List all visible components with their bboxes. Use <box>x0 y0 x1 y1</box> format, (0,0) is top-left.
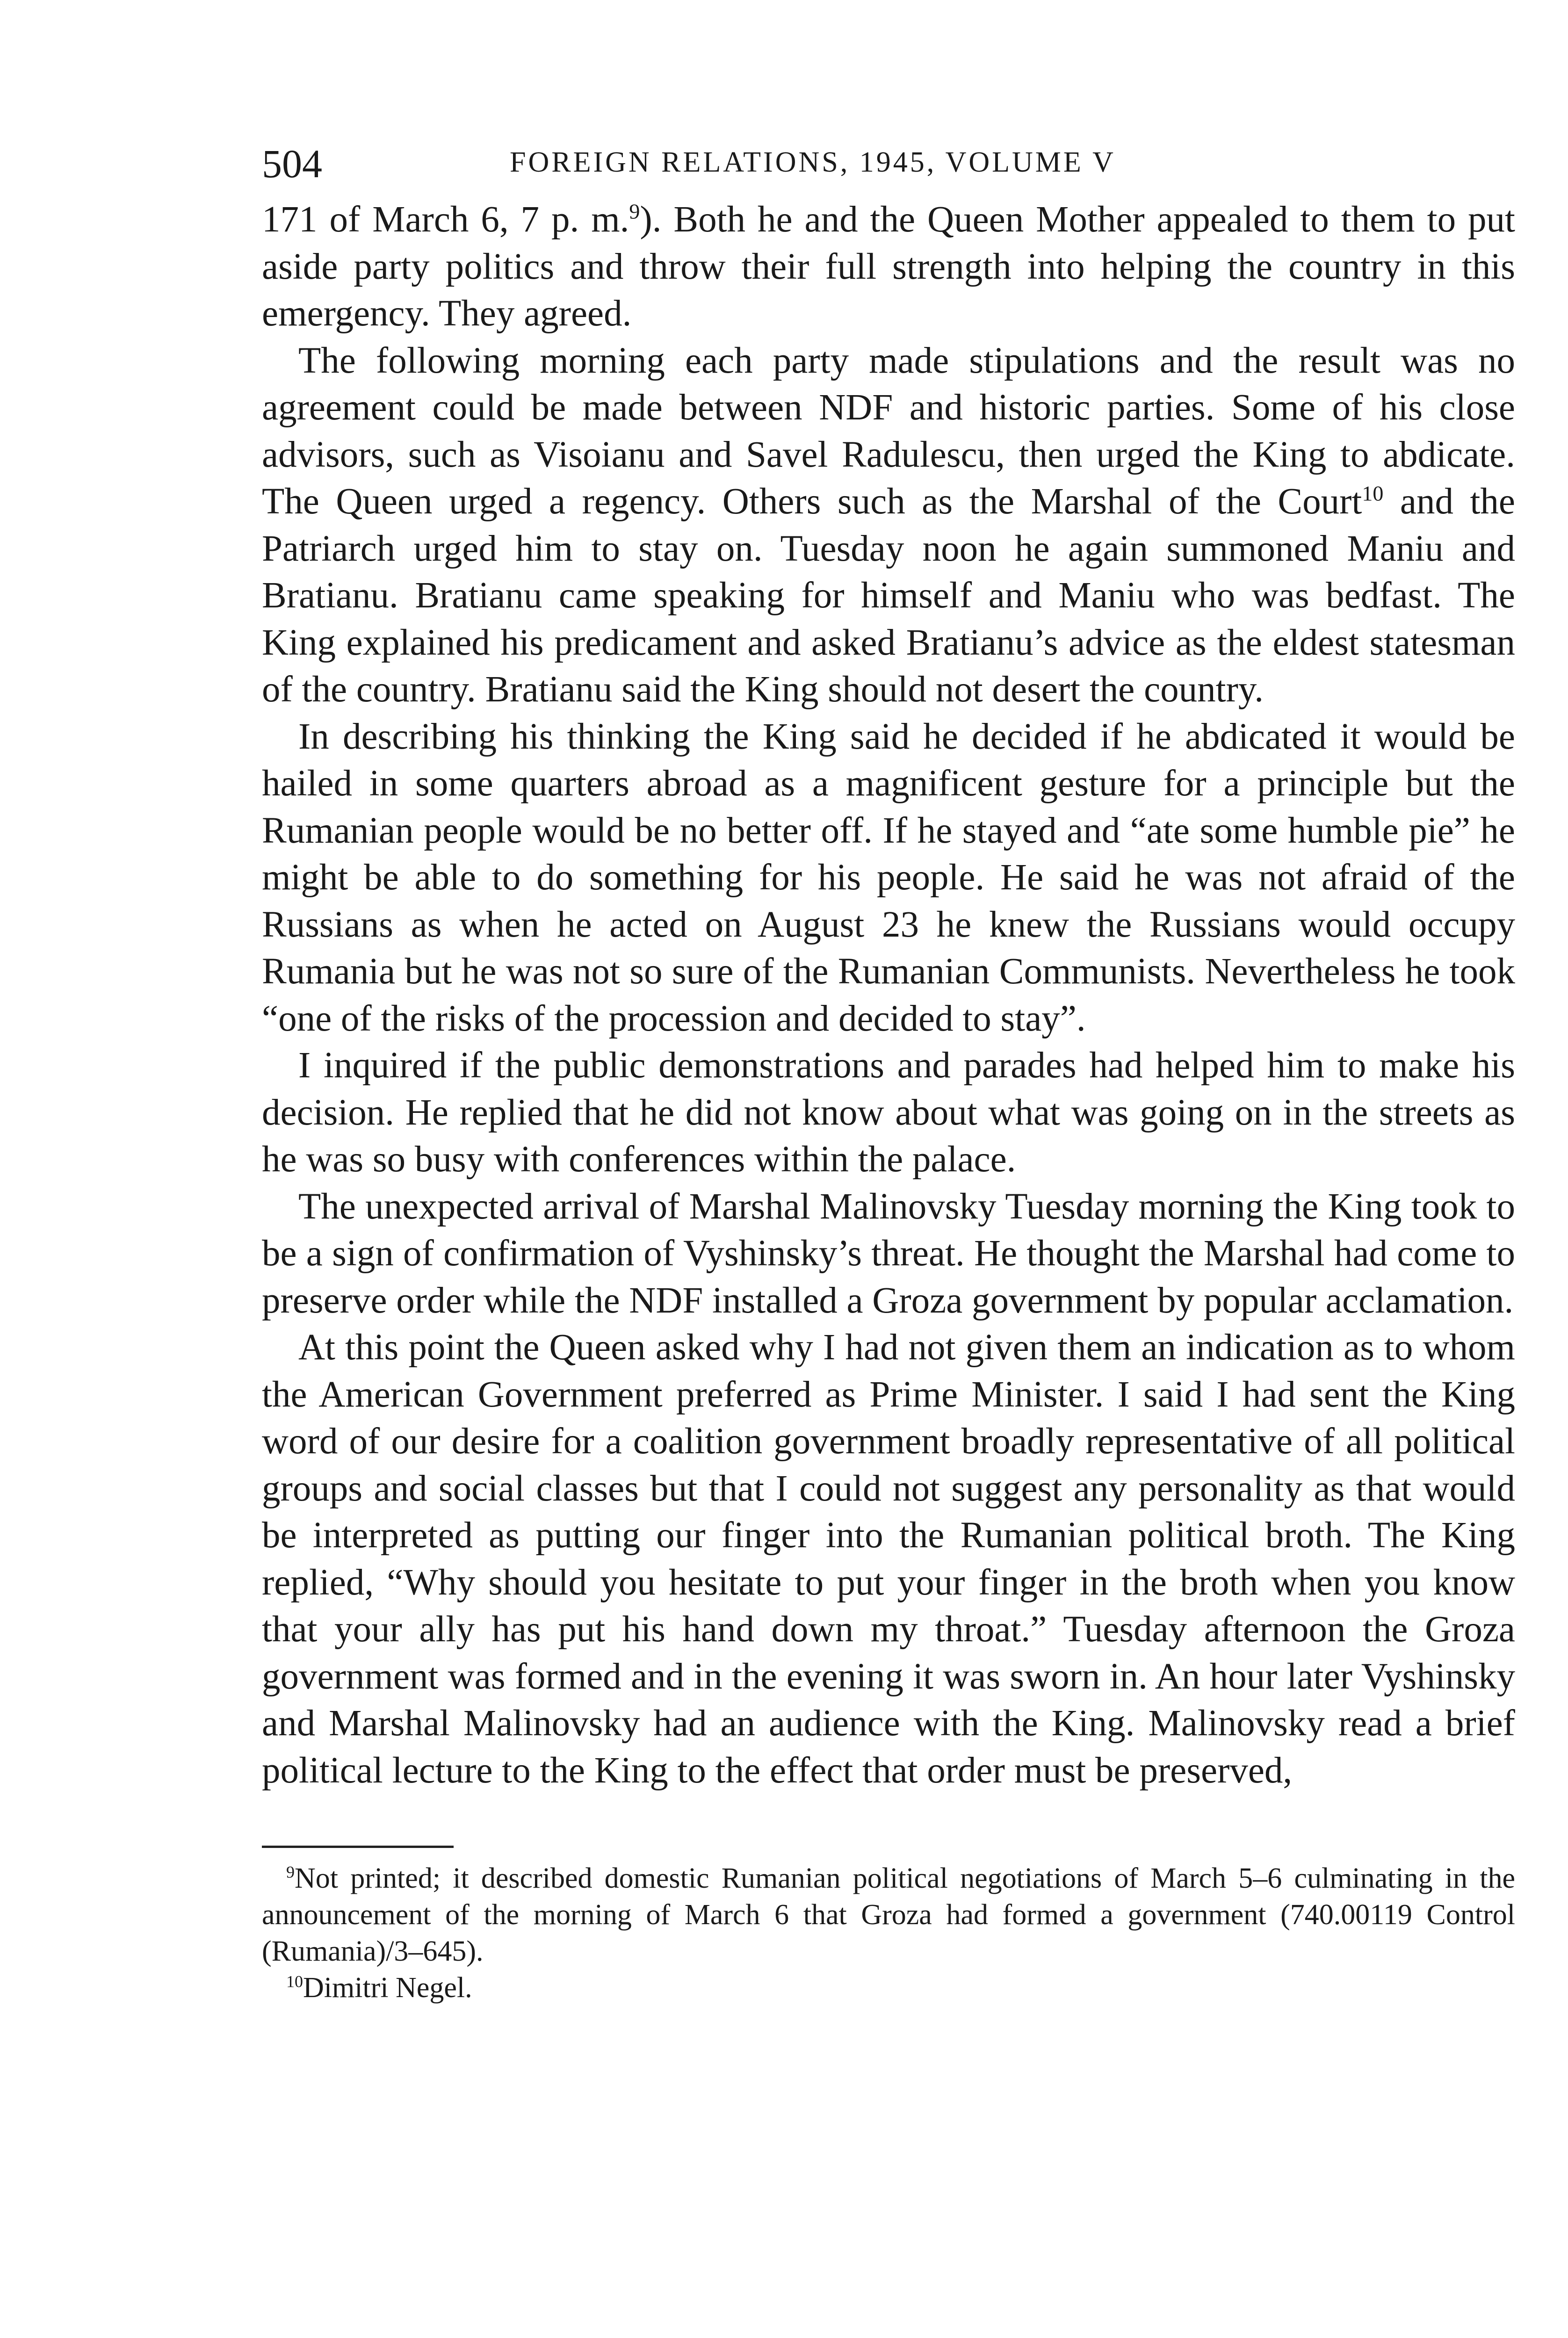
footnote-mark: 9 <box>286 1862 295 1882</box>
running-title: FOREIGN RELATIONS, 1945, VOLUME V <box>510 146 1116 178</box>
footnote-9 <box>262 1860 1515 1970</box>
footnote-ref-9: 9 <box>629 199 640 224</box>
footnote-10 <box>262 1970 1515 2006</box>
document-page <box>262 140 1515 2006</box>
footnote-text: Not printed; it described domestic Rumanian political negotiations of March 5–6 culminating in the announcement of the morning of March 6 that Groza had formed a government (740.00119 Control (Rumania)/3–645). <box>262 1862 1515 1967</box>
body-text <box>262 196 1515 1794</box>
paragraph-2 <box>262 338 1515 714</box>
footnote-text: Dimitri Negel. <box>303 1972 472 2004</box>
paragraph-text: and the Patriarch urged him to stay on. Tuesday noon he again summoned Maniu and Bratianu. Bratianu came speaking for himself and Maniu who was bedfast. The King explained his predicament and asked Bratianu’s advice as the eldest statesman of the country. Bratianu said the King should not desert the country. <box>262 481 1515 710</box>
footnote-divider <box>262 1846 454 1848</box>
paragraph-3: In describing his thinking the King said he decided if he abdicated it would be hailed in some quarters abroad as a magnificent gesture for a principle but the Rumanian people would be no better off. If he stayed and “ate some humble pie” he might be able to do something for his people. He said he was not afraid of the Russians as when he acted on August 23 he knew the Russians would occupy Rumania but he was not so sure of the Rumanian Communists. Nevertheless he took “one of the risks of the procession and decided to stay”. <box>262 716 1515 1039</box>
paragraph-1 <box>262 196 1515 338</box>
page-number: 504 <box>262 141 322 186</box>
paragraph-6: At this point the Queen asked why I had not given them an indication as to whom the American Government preferred as Prime Minister. I said I had sent the King word of our desire for a coalition government broadly representative of all political groups and social classes but that I could not suggest any personality as that would be interpreted as putting our finger into the Rumanian political broth. The King replied, “Why should you hesitate to put your finger in the broth when you know that your ally has put his hand down my throat.” Tuesday afternoon the Groza government was formed and in the evening it was sworn in. An hour later Vyshinsky and Marshal Malinovsky had an audience with the King. Malinovsky read a brief political lecture to the King to the effect that order must be preserved, <box>262 1327 1515 1791</box>
paragraph-text: The following morning each party made stipulations and the result was no agreement could be made between NDF and historic parties. Some of his close advisors, such as Visoianu and Savel Radulescu, then urged the King to abdicate. The Queen urged a regency. Others such as the Marshal of the Court <box>262 340 1515 522</box>
paragraph-4: I inquired if the public demonstrations and parades had helped him to make his decision. He replied that he did not know about what was going on in the streets as he was so busy with conferences within the palace. <box>262 1045 1515 1180</box>
footnote-mark: 10 <box>286 1972 303 1991</box>
paragraph-text: ). Both he and the Queen Mother appealed to them to put aside party politics and throw their full strength into helping the country in this emergency. They agreed. <box>262 199 1515 334</box>
footnotes <box>262 1860 1515 2006</box>
footnote-ref-10: 10 <box>1362 481 1384 505</box>
paragraph-text: 171 of March 6, 7 p. m. <box>262 199 629 240</box>
running-head <box>262 140 1515 196</box>
paragraph-5: The unexpected arrival of Marshal Malinovsky Tuesday morning the King took to be a sign of confirmation of Vyshinsky’s threat. He thought the Marshal had come to preserve order while the NDF installed a Groza government by popular acclamation. <box>262 1186 1515 1321</box>
